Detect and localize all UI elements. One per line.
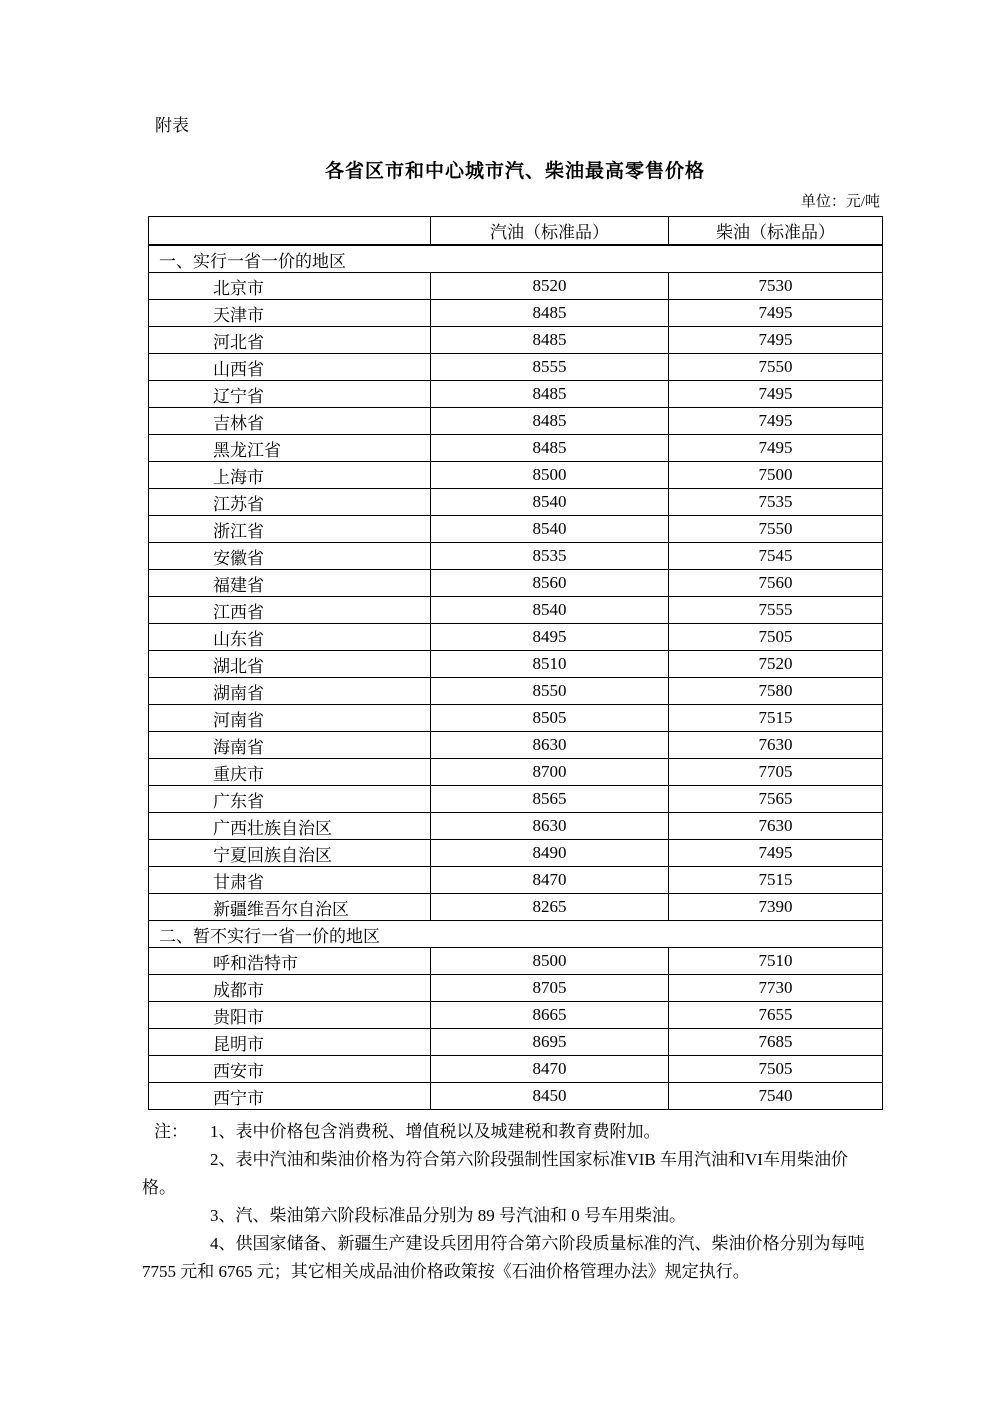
diesel-price-cell: 7550 [669,354,883,381]
diesel-price-cell: 7510 [669,948,883,975]
table-row [149,1056,883,1083]
region-cell: 天津市 [149,300,431,327]
gasoline-price-cell: 8535 [431,543,669,570]
note-line: 4、供国家储备、新疆生产建设兵团用符合第六阶段质量标准的汽、柴油价格分别为每吨 [210,1234,865,1253]
diesel-price-cell: 7685 [669,1029,883,1056]
note-line: 3、汽、柴油第六阶段标准品分别为 89 号汽油和 0 号车用柴油。 [210,1206,686,1225]
table-row [149,408,883,435]
region-cell: 贵阳市 [149,1002,431,1029]
gasoline-price-cell: 8490 [431,840,669,867]
unit-label: 单位：元/吨 [800,194,880,210]
gasoline-price-cell: 8500 [431,462,669,489]
region-cell: 河北省 [149,327,431,354]
gasoline-price-cell: 8470 [431,867,669,894]
table-row [149,435,883,462]
region-cell: 广西壮族自治区 [149,813,431,840]
table-row [149,516,883,543]
table-row [149,381,883,408]
gasoline-price-cell: 8665 [431,1002,669,1029]
region-cell: 海南省 [149,732,431,759]
table-row [149,300,883,327]
diesel-price-cell: 7545 [669,543,883,570]
diesel-price-cell: 7495 [669,435,883,462]
table-row [149,732,883,759]
diesel-price-cell: 7500 [669,462,883,489]
diesel-price-cell: 7580 [669,678,883,705]
table-row [149,948,883,975]
price-table-header [149,217,883,246]
diesel-price-cell: 7555 [669,597,883,624]
table-row [149,354,883,381]
gasoline-price-cell: 8520 [431,273,669,300]
gasoline-price-cell: 8560 [431,570,669,597]
diesel-price-cell: 7560 [669,570,883,597]
diesel-price-cell: 7495 [669,408,883,435]
region-cell: 西宁市 [149,1083,431,1110]
region-cell: 吉林省 [149,408,431,435]
region-column-header [149,217,431,246]
diesel-price-cell: 7495 [669,381,883,408]
price-table [148,216,883,1110]
region-cell: 重庆市 [149,759,431,786]
gasoline-price-cell: 8630 [431,813,669,840]
table-row [149,786,883,813]
table-row [149,543,883,570]
header-row [149,217,883,246]
section-header-row [149,245,883,273]
region-cell: 新疆维吾尔自治区 [149,894,431,921]
table-row [149,624,883,651]
gasoline-price-cell: 8540 [431,597,669,624]
table-row [149,867,883,894]
table-row [149,273,883,300]
diesel-price-cell: 7630 [669,732,883,759]
diesel-price-cell: 7705 [669,759,883,786]
gasoline-price-cell: 8700 [431,759,669,786]
appendix-label: 附表 [155,116,189,135]
table-row [149,327,883,354]
gasoline-price-cell: 8505 [431,705,669,732]
region-cell: 江西省 [149,597,431,624]
gasoline-price-cell: 8695 [431,1029,669,1056]
region-cell: 江苏省 [149,489,431,516]
gasoline-price-cell: 8450 [431,1083,669,1110]
diesel-price-cell: 7530 [669,273,883,300]
region-cell: 宁夏回族自治区 [149,840,431,867]
diesel-price-cell: 7495 [669,327,883,354]
diesel-price-cell: 7505 [669,1056,883,1083]
gasoline-price-cell: 8555 [431,354,669,381]
region-cell: 呼和浩特市 [149,948,431,975]
table-row [149,1002,883,1029]
gasoline-price-cell: 8495 [431,624,669,651]
region-cell: 河南省 [149,705,431,732]
region-cell: 甘肃省 [149,867,431,894]
table-row [149,570,883,597]
diesel-price-cell: 7495 [669,300,883,327]
note-text: 1、表中价格包含消费税、增值税以及城建税和教育费附加。 [210,1122,661,1141]
diesel-price-cell: 7390 [669,894,883,921]
section-header-cell: 一、实行一省一价的地区 [149,245,883,273]
region-cell: 广东省 [149,786,431,813]
region-cell: 昆明市 [149,1029,431,1056]
table-row [149,462,883,489]
diesel-price-cell: 7520 [669,651,883,678]
table-row [149,705,883,732]
gasoline-price-cell: 8265 [431,894,669,921]
region-cell: 湖北省 [149,651,431,678]
gasoline-price-cell: 8485 [431,327,669,354]
price-table-body [149,245,883,1110]
gasoline-price-cell: 8565 [431,786,669,813]
table-row [149,489,883,516]
table-row [149,975,883,1002]
note-line: 7755 元和 6765 元；其它相关成品油价格政策按《石油价格管理办法》规定执行。 [142,1262,750,1281]
gasoline-price-cell: 8630 [431,732,669,759]
diesel-price-cell: 7655 [669,1002,883,1029]
gasoline-price-cell: 8470 [431,1056,669,1083]
region-cell: 福建省 [149,570,431,597]
note-line: 格。 [142,1178,176,1197]
region-cell: 西安市 [149,1056,431,1083]
diesel-price-cell: 7515 [669,705,883,732]
gasoline-price-cell: 8485 [431,435,669,462]
gasoline-price-cell: 8540 [431,489,669,516]
page-title: 各省区市和中心城市汽、柴油最高零售价格 [324,161,705,182]
region-cell: 湖南省 [149,678,431,705]
gasoline-price-cell: 8500 [431,948,669,975]
region-cell: 辽宁省 [149,381,431,408]
gasoline-price-cell: 8510 [431,651,669,678]
diesel-price-cell: 7535 [669,489,883,516]
diesel-column-header: 柴油（标准品） [669,217,883,246]
section-header-cell: 二、暂不实行一省一价的地区 [149,921,883,948]
notes [142,1118,902,1286]
region-cell: 黑龙江省 [149,435,431,462]
table-row [149,597,883,624]
gasoline-price-cell: 8705 [431,975,669,1002]
region-cell: 浙江省 [149,516,431,543]
table-row [149,894,883,921]
section-header-row [149,921,883,948]
table-row [149,759,883,786]
gasoline-price-cell: 8485 [431,408,669,435]
table-row [149,678,883,705]
table-row [149,813,883,840]
note-line: 2、表中汽油和柴油价格为符合第六阶段强制性国家标准VIB 车用汽油和VI车用柴油价 [210,1150,848,1169]
gasoline-price-cell: 8485 [431,300,669,327]
diesel-price-cell: 7730 [669,975,883,1002]
gasoline-price-cell: 8550 [431,678,669,705]
diesel-price-cell: 7505 [669,624,883,651]
gasoline-price-cell: 8540 [431,516,669,543]
region-cell: 山东省 [149,624,431,651]
table-row [149,840,883,867]
region-cell: 山西省 [149,354,431,381]
gasoline-column-header: 汽油（标准品） [431,217,669,246]
gasoline-price-cell: 8485 [431,381,669,408]
region-cell: 北京市 [149,273,431,300]
region-cell: 上海市 [149,462,431,489]
notes-label: 注： [154,1122,188,1141]
note-line [142,1118,902,1146]
region-cell: 成都市 [149,975,431,1002]
diesel-price-cell: 7515 [669,867,883,894]
diesel-price-cell: 7565 [669,786,883,813]
diesel-price-cell: 7630 [669,813,883,840]
table-row [149,651,883,678]
region-cell: 安徽省 [149,543,431,570]
diesel-price-cell: 7540 [669,1083,883,1110]
table-row [149,1029,883,1056]
diesel-price-cell: 7550 [669,516,883,543]
diesel-price-cell: 7495 [669,840,883,867]
table-row [149,1083,883,1110]
